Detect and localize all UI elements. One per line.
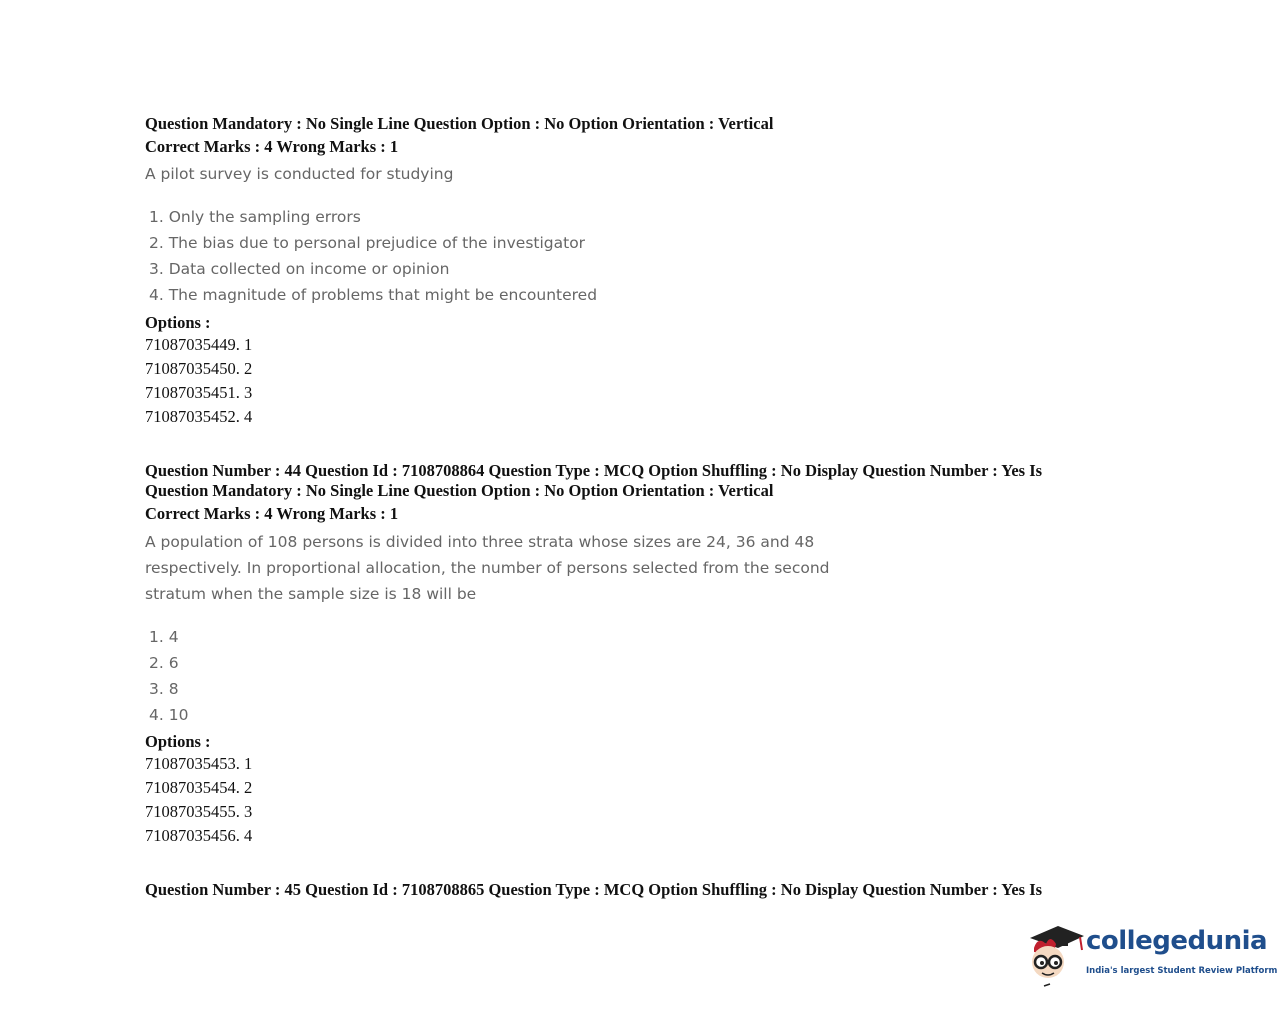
marks-line: Correct Marks : 4 Wrong Marks : 1: [145, 504, 399, 523]
option-id-item: 71087035454. 2: [145, 778, 253, 797]
options-label: Options :: [145, 732, 211, 751]
option-id-item: 71087035456. 4: [145, 826, 253, 845]
option-id-item: 71087035455. 3: [145, 802, 253, 821]
question-meta-line: Question Mandatory : No Single Line Question Option : No Option Orientation : Vertical: [145, 481, 774, 500]
question-header-line: Question Number : 45 Question Id : 7108708865 Question Type : MCQ Option Shuffling : No Display Question Number : Yes Is: [145, 880, 1043, 899]
marks-line: Correct Marks : 4 Wrong Marks : 1: [145, 137, 399, 156]
option-id-item: 71087035451. 3: [145, 383, 253, 402]
question-text-line: stratum when the sample size is 18 will be: [145, 585, 477, 603]
choice-list: [149, 204, 597, 308]
question-text: A pilot survey is conducted for studying: [145, 165, 454, 183]
option-id-list: [145, 752, 252, 848]
question-text-line: respectively. In proportional allocation, the number of persons selected from the second: [145, 559, 830, 577]
option-id-item: 71087035450. 2: [145, 359, 253, 378]
choice-item: 2. The bias due to personal prejudice of the investigator: [149, 234, 586, 252]
question-header-line: Question Number : 44 Question Id : 7108708864 Question Type : MCQ Option Shuffling : No Display Question Number : Yes Is: [145, 461, 1043, 480]
mascot-icon: [1024, 918, 1086, 990]
choice-item: 4. 10: [149, 706, 189, 724]
options-label: Options :: [145, 313, 211, 332]
choice-item: 1. Only the sampling errors: [149, 208, 361, 226]
option-id-item: 71087035453. 1: [145, 754, 253, 773]
collegedunia-logo: [1024, 918, 1278, 990]
choice-item: 4. The magnitude of problems that might be encountered: [149, 286, 598, 304]
logo-tagline: India's largest Student Review Platform: [1086, 966, 1278, 976]
choice-item: 3. Data collected on income or opinion: [149, 260, 450, 278]
option-id-item: 71087035449. 1: [145, 335, 253, 354]
choice-item: 2. 6: [149, 654, 179, 672]
choice-list: [149, 624, 188, 728]
option-id-list: [145, 333, 252, 429]
question-text-line: A population of 108 persons is divided into three strata whose sizes are 24, 36 and 48: [145, 533, 815, 551]
option-id-item: 71087035452. 4: [145, 407, 253, 426]
logo-wordmark: collegedunia: [1086, 926, 1268, 956]
choice-item: 3. 8: [149, 680, 179, 698]
question-meta-line: Question Mandatory : No Single Line Question Option : No Option Orientation : Vertical: [145, 114, 774, 133]
choice-item: 1. 4: [149, 628, 179, 646]
